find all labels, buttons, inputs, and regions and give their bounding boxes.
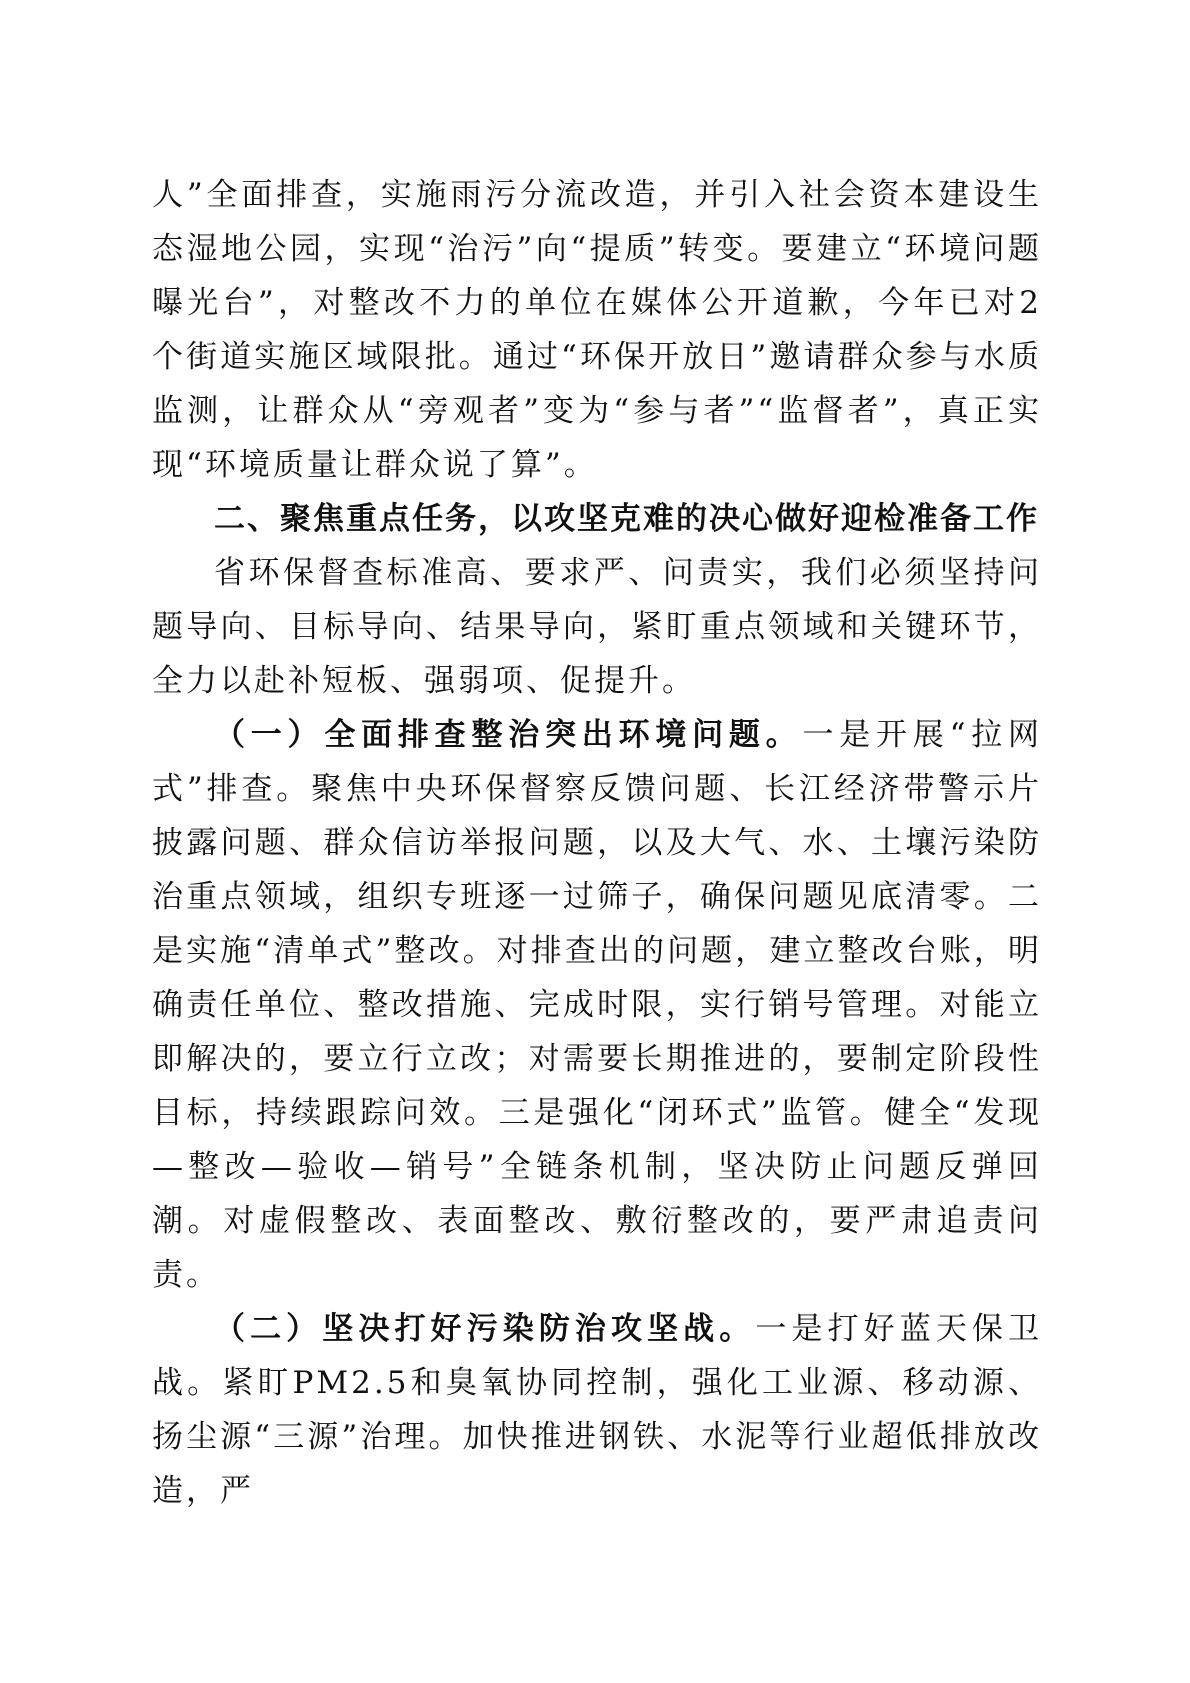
section-heading: 二、聚焦重点任务，以攻坚克难的决心做好迎检准备工作 (214, 501, 1039, 537)
item-2-body: 一是打好蓝天保卫战。紧盯PM2.5和臭氧协同控制，强化工业源、移动源、扬尘源“三源”治理。加快推进钢铁、水泥等行业超低排放改造，严 (152, 1311, 1043, 1509)
document-page (152, 168, 1042, 1518)
item-2-heading: （二）坚决打好污染防治攻坚战。 (214, 1311, 756, 1347)
item-2-paragraph (152, 1302, 1042, 1518)
paragraph-continued: 人”全面排查，实施雨污分流改造，并引入社会资本建设生态湿地公园，实现“治污”向“提质”转变。要建立“环境问题曝光台”，对整改不力的单位在媒体公开道歉，今年已对2个街道实施区域限批。通过“环保开放日”邀请群众参与水质监测，让群众从“旁观者”变为“参与者”“监督者”，真正实现“环境质量让群众说了算”。 (152, 177, 1042, 483)
section-intro-paragraph: 省环保督查标准高、要求严、问责实，我们必须坚持问题导向、目标导向、结果导向，紧盯重点领域和关键环节，全力以赴补短板、强弱项、促提升。 (152, 555, 1042, 699)
item-1-body: 一是开展“拉网式”排查。聚焦中央环保督察反馈问题、长江经济带警示片披露问题、群众信访举报问题，以及大气、水、土壤污染防治重点领域，组织专班逐一过筛子，确保问题见底清零。二是实施“清单式”整改。对排查出的问题，建立整改台账，明确责任单位、整改措施、完成时限，实行销号管理。对能立即解决的，要立行立改；对需要长期推进的，要制定阶段性目标，持续跟踪问效。三是强化“闭环式”监管。健全“发现—整改—验收—销号”全链条机制，坚决防止问题反弹回潮。对虚假整改、表面整改、敷衍整改的，要严肃追责问责。 (152, 717, 1042, 1293)
item-1-paragraph (152, 708, 1042, 1302)
item-1-heading: （一）全面排查整治突出环境问题。 (214, 717, 803, 753)
